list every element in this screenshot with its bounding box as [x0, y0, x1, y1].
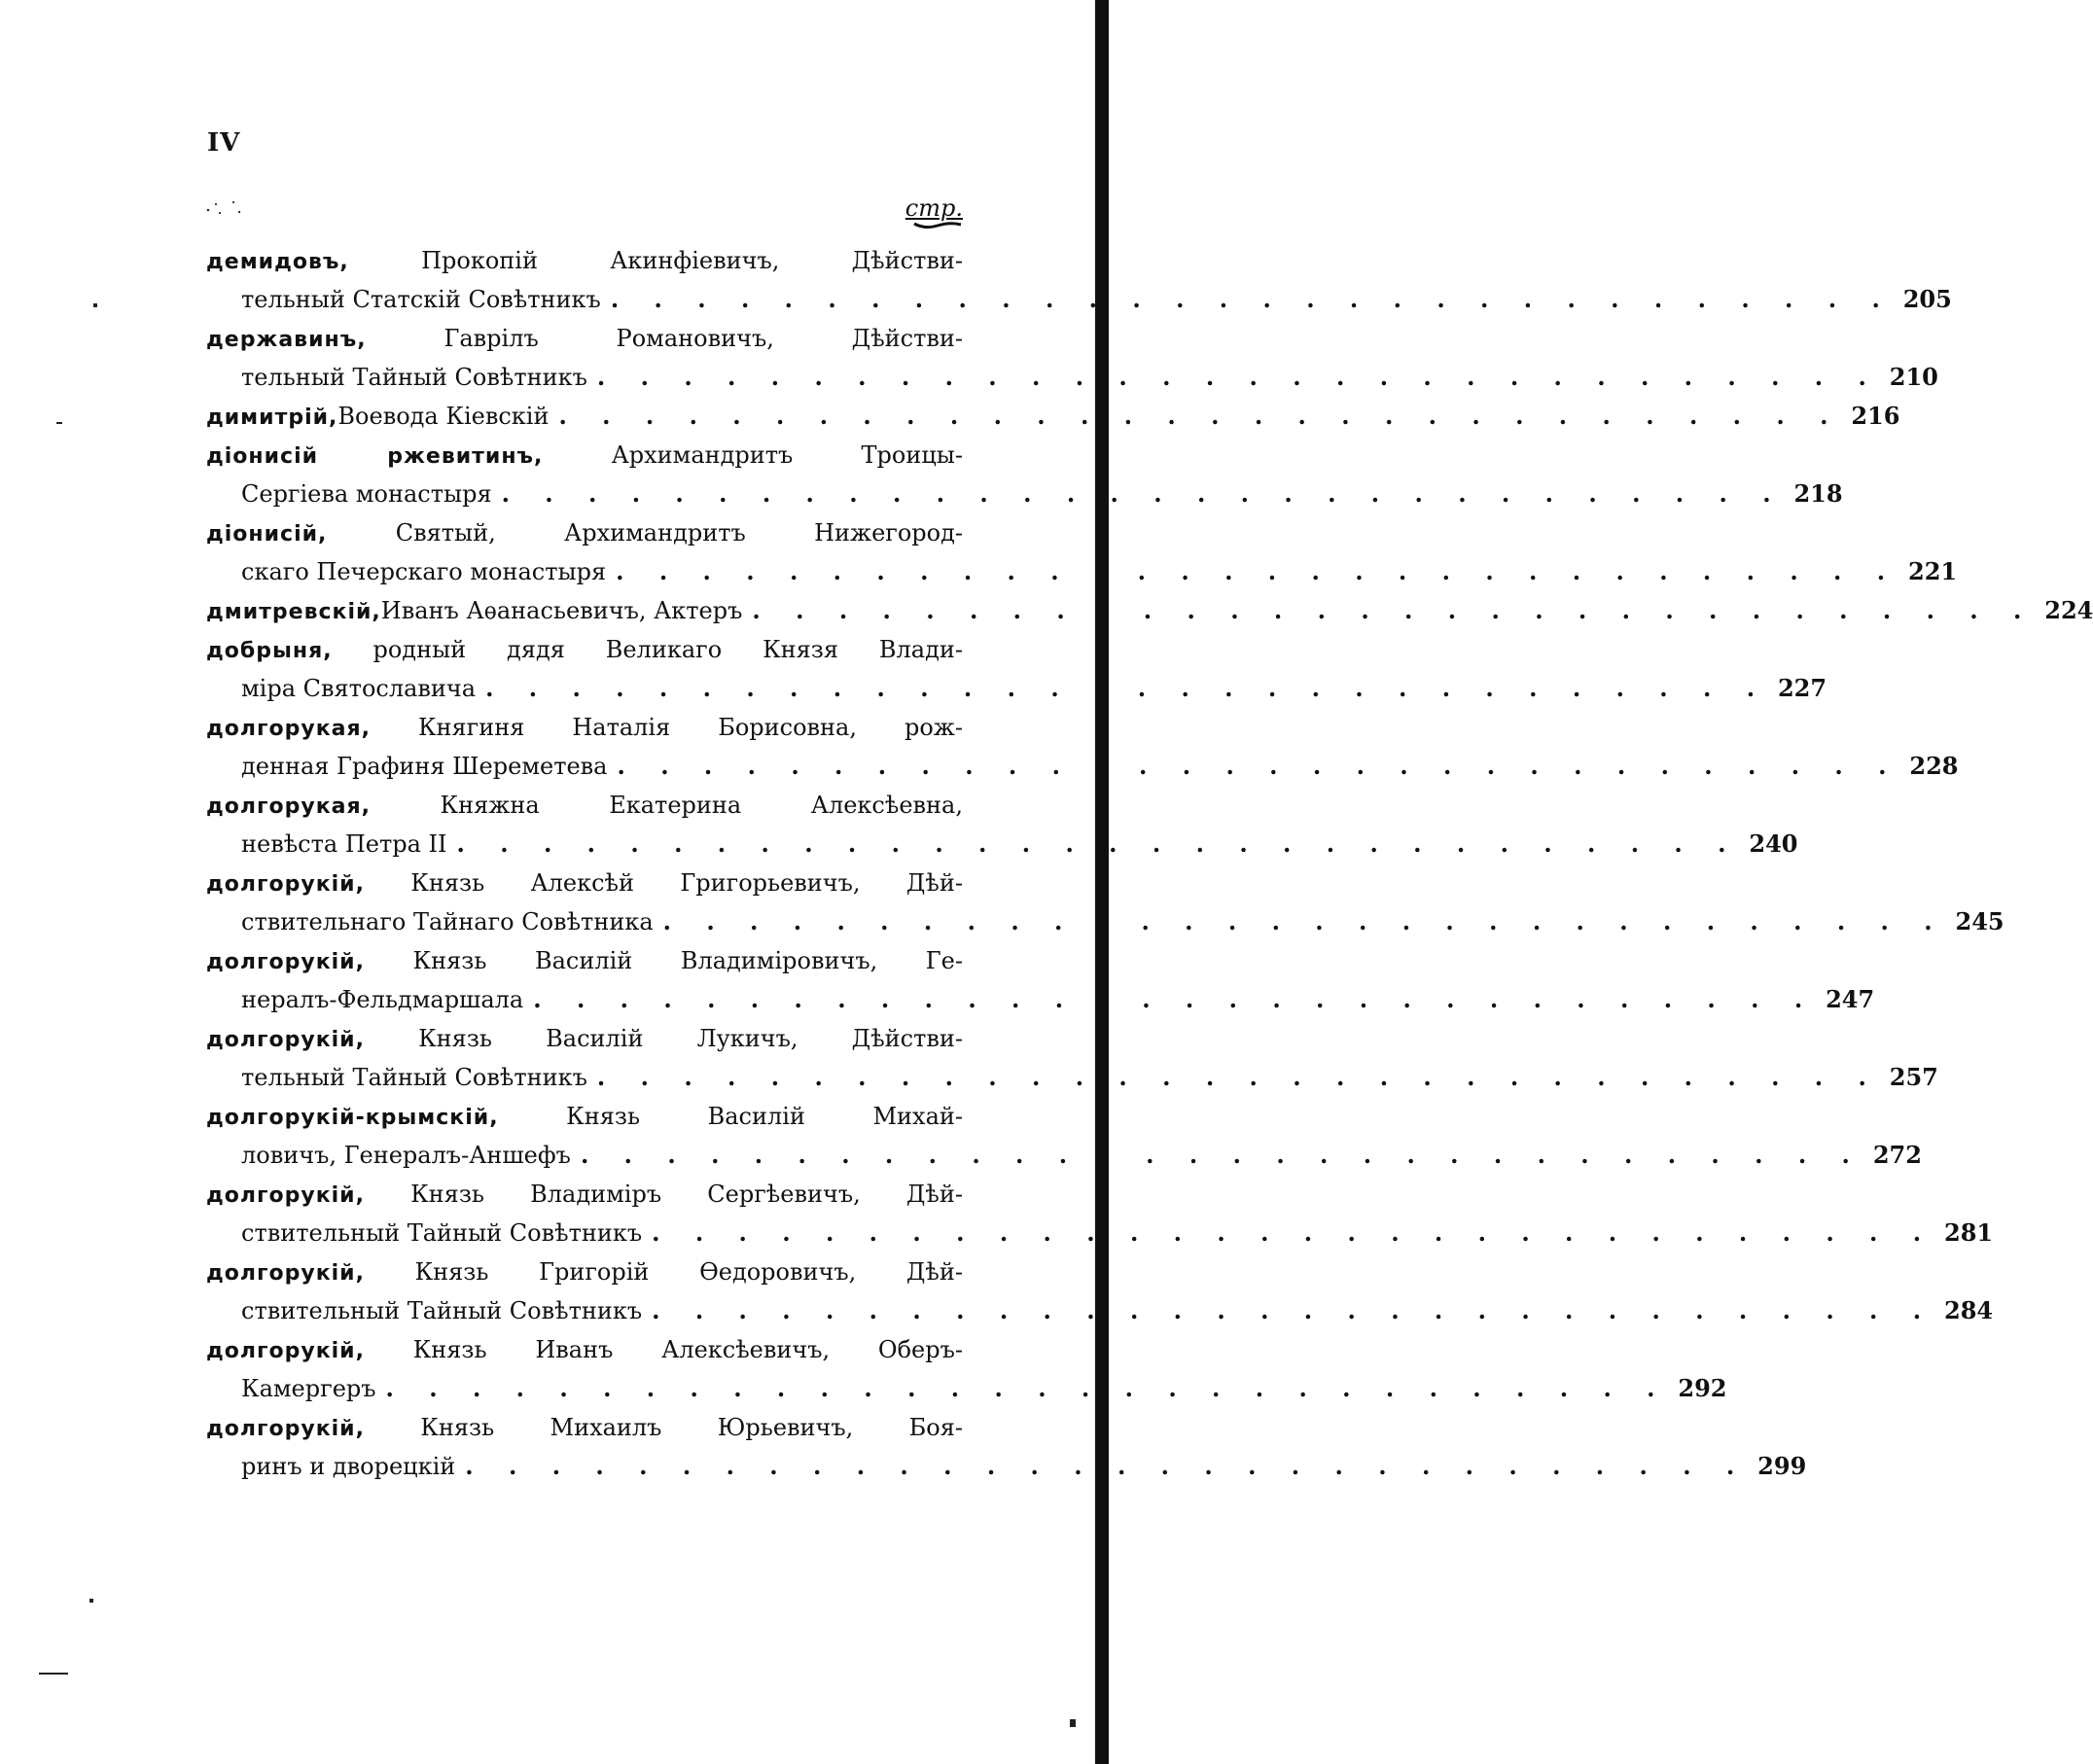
dot-leader: . . . . . . . . . . . . . . . . . . . . . . . . . . . . . .: [616, 557, 1899, 585]
dot-leader: . . . . . . . . . . . . . . . . . . . . . . . . . . . . . .: [485, 674, 1769, 702]
dot-leader: . . . . . . . . . . . . . . . . . . . . . . . . . . . . . .: [501, 479, 1785, 508]
entry-surname: долгорукій-крымскій,: [206, 1106, 499, 1130]
entry-page-number: 205: [1902, 285, 1952, 313]
toc-entry-line: [206, 747, 1959, 786]
toc-entry: [206, 591, 2093, 630]
entry-surname: долгорукая,: [206, 717, 371, 741]
entry-surname: долгорукій,: [206, 1261, 365, 1286]
toc-entry-line: [206, 864, 963, 902]
dot-leader: . . . . . . . . . . . . . . . . . . . . . . . . . . . . . .: [610, 285, 1894, 313]
toc-entry: [206, 513, 1958, 591]
toc-entry-line: [206, 552, 1958, 591]
toc-entry-line: [206, 1097, 963, 1136]
entry-description: Святый, Архимандритъ Нижегород-: [395, 519, 963, 547]
toc-entry: [206, 1175, 1994, 1252]
entry-description: Князь Алексѣй Григорьевичъ, Дѣй-: [410, 869, 963, 897]
entry-surname: діонисій,: [206, 522, 328, 547]
toc-entry: [206, 319, 1938, 397]
toc-entry-line: [206, 1214, 1994, 1252]
dot-leader: . . . . . . . . . . . . . . . . . . . . . . . . . . . . . .: [596, 1063, 1880, 1091]
margin-mark: [89, 1599, 93, 1603]
toc-entry-line: [206, 786, 963, 825]
entry-description: ствительный Тайный Совѣтникъ: [241, 1219, 643, 1247]
toc-entry-line: [206, 669, 1827, 708]
toc-entry-line: [206, 241, 963, 280]
entry-surname: державинъ,: [206, 328, 367, 352]
entry-description: міра Святославича: [241, 675, 477, 702]
entry-description: Княжна Екатерина Алексѣевна,: [440, 792, 963, 819]
entry-surname: димитрій,: [206, 406, 338, 430]
toc-entry-line: [206, 397, 1900, 436]
dot-leader: . . . . . . . . . . . . . . . . . . . . . . . . . . . . . .: [385, 1374, 1669, 1402]
toc-entry: [206, 941, 1875, 1019]
entry-surname: долгорукій,: [206, 950, 365, 974]
entry-surname: долгорукій,: [206, 872, 365, 897]
entry-description: тельный Статскій Совѣтникъ: [241, 286, 601, 313]
entry-description: Гаврілъ Романовичъ, Дѣйстви-: [443, 325, 963, 352]
entry-surname: долгорукій,: [206, 1339, 365, 1363]
toc-entry: [206, 786, 1798, 864]
entry-description: скаго Печерскаго монастыря: [241, 558, 607, 585]
entry-page-number: 299: [1757, 1452, 1807, 1480]
toc-entry-line: [206, 1330, 963, 1369]
header-ornament: [912, 220, 963, 229]
dot-leader: . . . . . . . . . . . . . . . . . . . . . . . . . . . . . .: [596, 363, 1880, 391]
entry-page-number: 240: [1749, 829, 1798, 858]
entry-description: Князь Григорій Ѳедоровичъ, Дѣй-: [414, 1258, 963, 1286]
toc-entry-line: [206, 1408, 963, 1447]
margin-mark: [93, 303, 97, 307]
toc-entry: [206, 1019, 1938, 1097]
toc-entry-line: [206, 513, 963, 552]
entry-description: Воевода Кіевскій: [337, 403, 550, 430]
margin-mark: [56, 422, 62, 424]
entry-page-number: 281: [1944, 1218, 1994, 1247]
entry-description: Архимандритъ Троицы-: [611, 441, 963, 469]
entry-surname: долгорукій,: [206, 1417, 365, 1441]
dot-leader: . . . . . . . . . . . . . . . . . . . . . . . . . . . . . .: [617, 752, 1900, 780]
toc-entry-line: [206, 1447, 1807, 1486]
entry-description: Прокопій Акинфіевичъ, Дѣйстви-: [421, 247, 963, 274]
table-of-contents: [206, 241, 2093, 1486]
dot-leader: . . . . . . . . . . . . . . . . . . . . . . . . . . . . . .: [456, 829, 1740, 858]
entry-description: невѣста Петра II: [241, 830, 447, 858]
toc-entry-line: [206, 1175, 963, 1214]
entry-page-number: 221: [1908, 557, 1958, 585]
entry-page-number: 257: [1889, 1063, 1938, 1091]
toc-entry-line: [206, 1252, 963, 1291]
toc-entry: [206, 708, 1959, 786]
entry-description: ствительный Тайный Совѣтникъ: [241, 1297, 643, 1324]
entry-surname: долгорукая,: [206, 794, 371, 819]
toc-entry-line: [206, 941, 963, 980]
entry-surname: дмитревскій,: [206, 600, 381, 624]
entry-page-number: 216: [1851, 402, 1900, 430]
toc-entry-line: [206, 475, 1843, 513]
toc-entry-line: [206, 319, 963, 358]
dot-leader: . . . . . . . . . . . . . . . . . . . . . . . . . . . . . .: [752, 596, 2036, 624]
entry-surname: діонисій ржевитинъ,: [206, 444, 544, 469]
dot-leader: . . . . . . . . . . . . . . . . . . . . . . . . . . . . . .: [465, 1452, 1749, 1480]
entry-description: ловичъ, Генералъ-Аншефъ: [241, 1142, 571, 1169]
page-edge: [1095, 0, 1109, 1764]
entry-description: денная Графиня Шереметева: [241, 753, 608, 780]
toc-entry: [206, 436, 1843, 513]
entry-page-number: 284: [1944, 1296, 1994, 1324]
toc-entry-line: [206, 1019, 963, 1058]
margin-mark: [39, 1673, 68, 1675]
dot-leader: . . . . . . . . . . . . . . . . . . . . . . . . . . . . . .: [580, 1141, 1863, 1169]
dot-leader: . . . . . . . . . . . . . . . . . . . . . . . . . . . . . .: [533, 985, 1817, 1013]
entry-description: Князь Владиміръ Сергѣевичъ, Дѣй-: [410, 1181, 963, 1208]
toc-entry-line: [206, 825, 1798, 864]
toc-entry-line: [206, 980, 1875, 1019]
entry-description: Князь Василій Лукичъ, Дѣйстви-: [418, 1025, 963, 1052]
toc-entry-line: [206, 708, 963, 747]
dot-leader: . . . . . . . . . . . . . . . . . . . . . . . . . . . . . .: [652, 1218, 1935, 1247]
entry-description: Князь Михаилъ Юрьевичъ, Боя-: [420, 1414, 963, 1441]
toc-entry: [206, 630, 1827, 708]
toc-entry-line: [206, 280, 1952, 319]
dot-leader: . . . . . . . . . . . . . . . . . . . . . . . . . . . . . .: [558, 402, 1842, 430]
entry-description: тельный Тайный Совѣтникъ: [241, 1064, 587, 1091]
print-specks: [204, 198, 243, 218]
toc-entry-line: [206, 358, 1938, 397]
page-number: IV: [207, 128, 241, 158]
entry-page-number: 292: [1678, 1374, 1727, 1402]
entry-page-number: 210: [1889, 363, 1938, 391]
entry-description: Княгиня Наталія Борисовна, рож-: [417, 714, 963, 741]
toc-entry: [206, 864, 2004, 941]
entry-surname: демидовъ,: [206, 250, 349, 274]
toc-entry: [206, 241, 1952, 319]
dot-leader: . . . . . . . . . . . . . . . . . . . . . . . . . . . . . .: [662, 907, 1946, 935]
entry-description: Иванъ Аѳанасьевичъ, Актеръ: [380, 597, 743, 624]
toc-entry-line: [206, 1369, 1727, 1408]
entry-page-number: 228: [1909, 752, 1959, 780]
toc-entry: [206, 1097, 1922, 1175]
entry-description: родный дядя Великаго Князя Влади-: [372, 636, 963, 663]
toc-entry-line: [206, 436, 963, 475]
entry-description: Князь Василій Владиміровичъ, Ге-: [412, 947, 963, 974]
toc-entry-line: [206, 902, 2004, 941]
toc-entry: [206, 1408, 1807, 1486]
entry-surname: долгорукій,: [206, 1183, 365, 1208]
toc-entry: [206, 1330, 1727, 1408]
dot-leader: . . . . . . . . . . . . . . . . . . . . . . . . . . . . . .: [652, 1296, 1935, 1324]
margin-mark: [1070, 1719, 1076, 1727]
entry-surname: долгорукій,: [206, 1028, 365, 1052]
entry-description: Князь Василій Михай-: [566, 1103, 963, 1130]
toc-entry: [206, 397, 1900, 436]
entry-description: Князь Иванъ Алексѣевичъ, Оберъ-: [412, 1336, 963, 1363]
toc-entry-line: [206, 591, 2093, 630]
entry-description: Камергеръ: [241, 1375, 376, 1402]
entry-page-number: 272: [1872, 1141, 1922, 1169]
entry-description: нералъ-Фельдмаршала: [241, 986, 524, 1013]
entry-page-number: 247: [1826, 985, 1875, 1013]
entry-page-number: 227: [1777, 674, 1827, 702]
toc-entry-line: [206, 1291, 1994, 1330]
entry-description: Сергіева монастыря: [241, 480, 492, 508]
entry-page-number: 224: [2044, 596, 2093, 624]
entry-description: ствительнаго Тайнаго Совѣтника: [241, 908, 654, 935]
entry-page-number: 245: [1955, 907, 2004, 935]
toc-entry-line: [206, 630, 963, 669]
entry-page-number: 218: [1793, 479, 1843, 508]
entry-surname: добрыня,: [206, 639, 333, 663]
toc-entry: [206, 1252, 1994, 1330]
toc-entry-line: [206, 1058, 1938, 1097]
toc-entry-line: [206, 1136, 1922, 1175]
entry-description: ринъ и дворецкій: [241, 1453, 456, 1480]
entry-description: тельный Тайный Совѣтникъ: [241, 364, 587, 391]
page-column-header: стр.: [905, 194, 963, 222]
